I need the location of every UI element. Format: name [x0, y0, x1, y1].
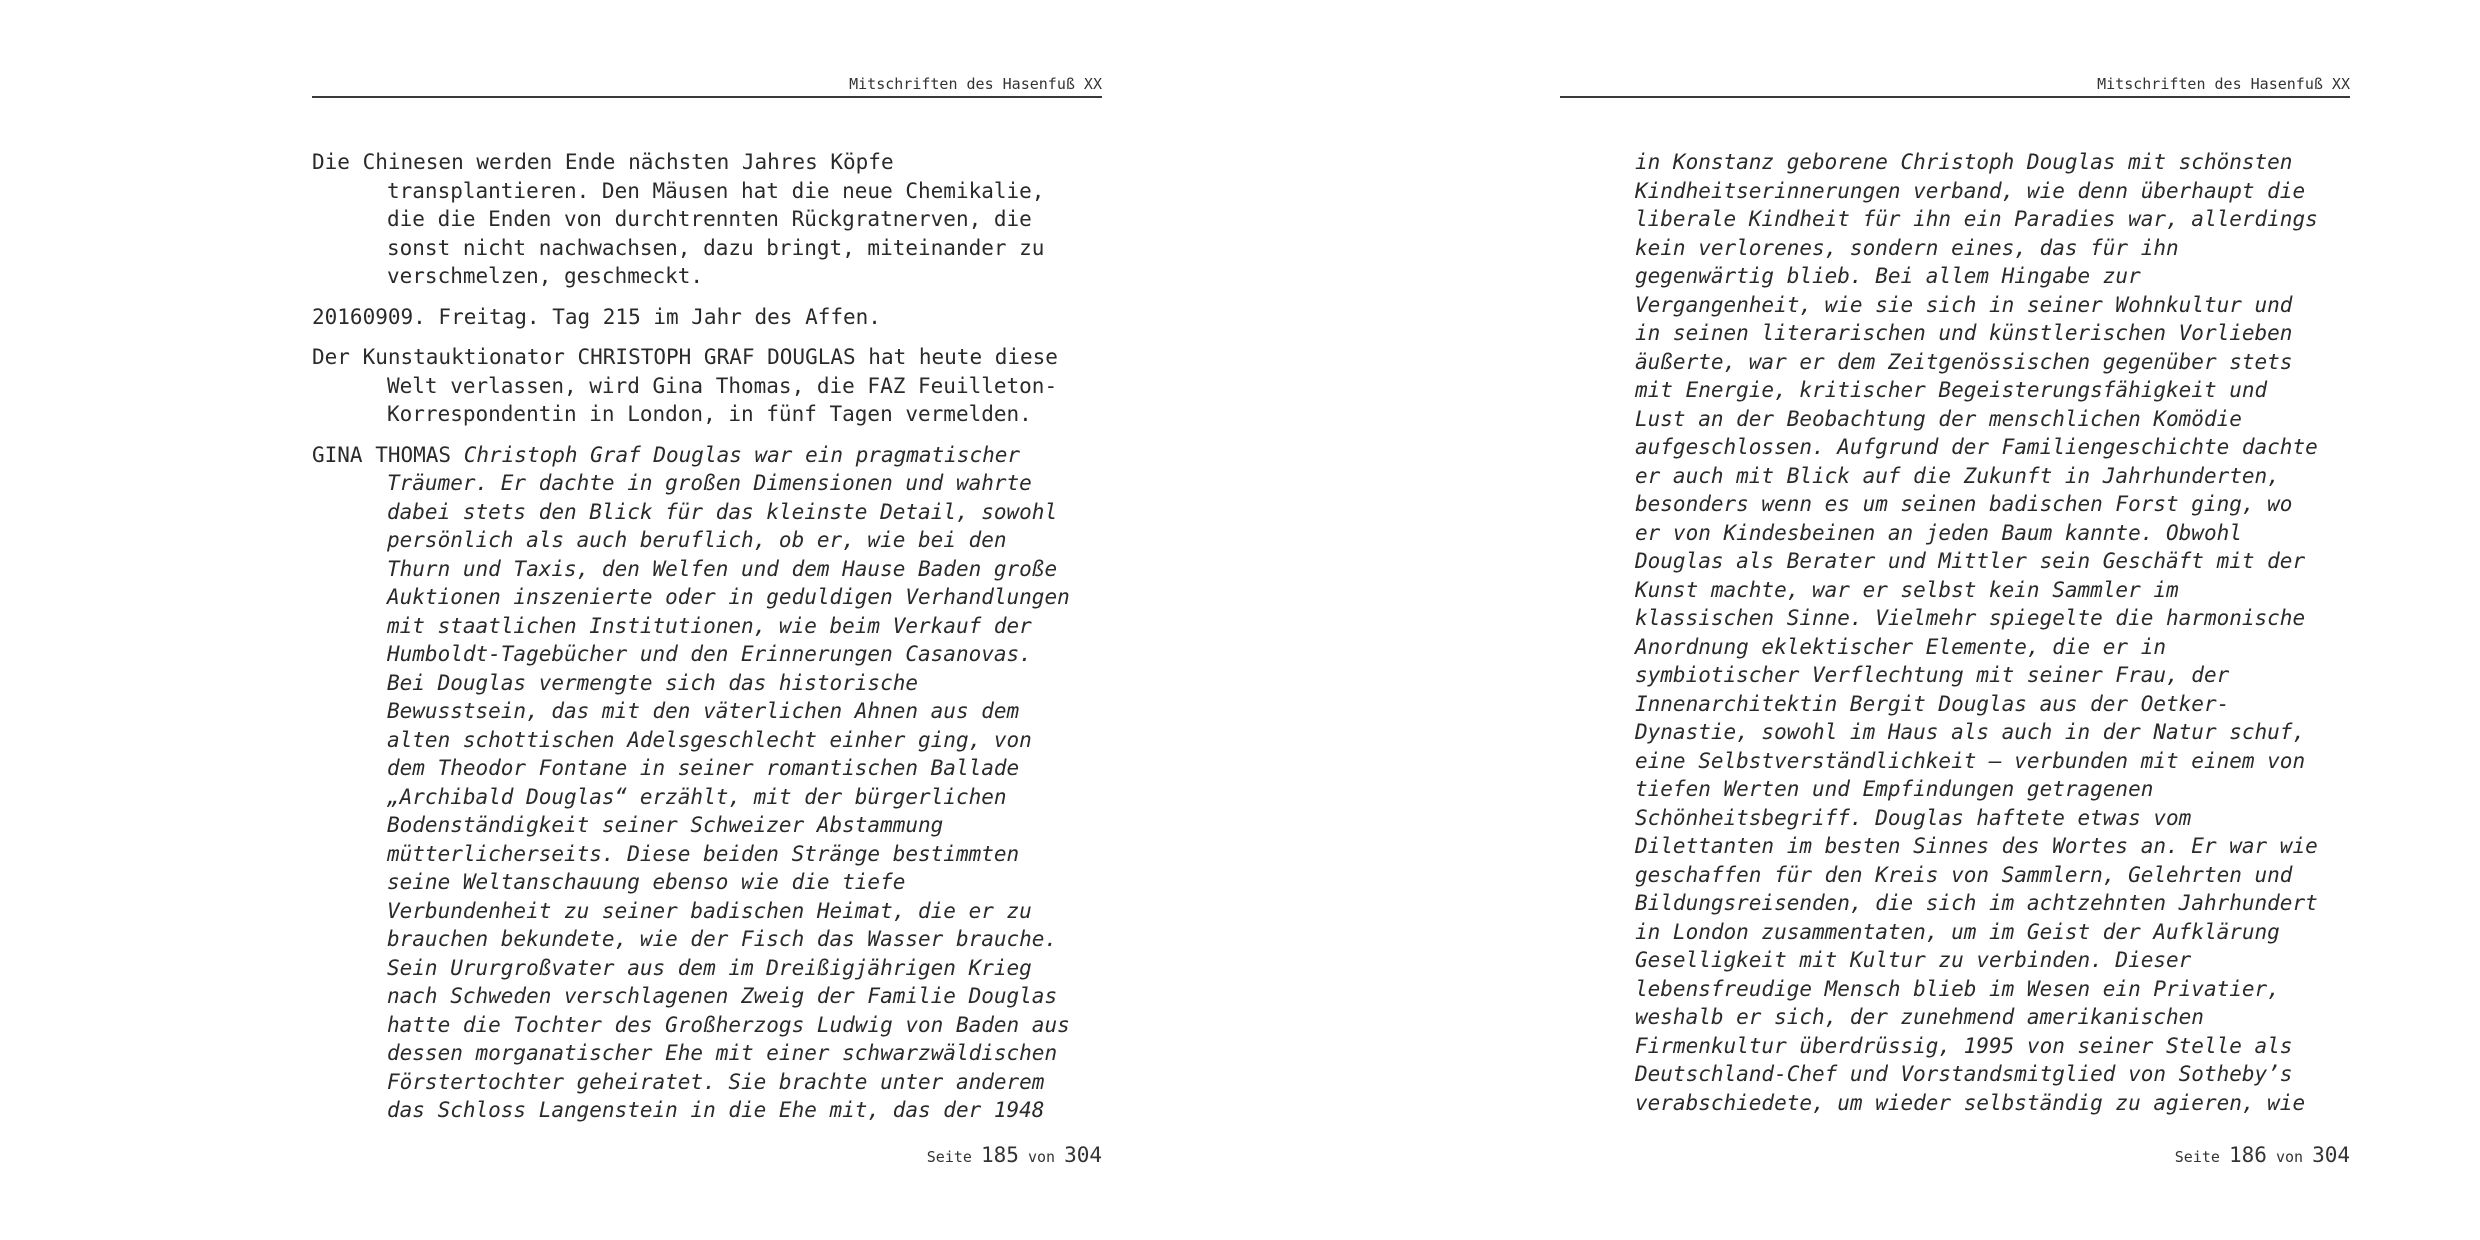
text-line: Verbundenheit zu seiner badischen Heimat, die er zu [387, 898, 1032, 923]
text-line: Kunst machte, war er selbst kein Sammler im [1635, 577, 2179, 602]
text-line: geschaffen für den Kreis von Sammlern, Gelehrten und [1635, 862, 2293, 887]
text-line: gegenwärtig blieb. Bei allem Hingabe zur [1635, 264, 2141, 288]
text-line: Vergangenheit, wie sie sich in seiner Wohnkultur und [1635, 292, 2293, 317]
text-line: Bildungsreisenden, die sich im achtzehnten Jahrhundert [1635, 891, 2318, 915]
text-line: Firmenkultur überdrüssig, 1995 von seiner Stelle als [1635, 1033, 2293, 1058]
paragraph [1560, 148, 2350, 1117]
right-page [1560, 0, 2350, 1240]
text-line: Sein Ururgroßvater aus dem im Dreißigjährigen Krieg [387, 955, 1032, 980]
footer-separator: von [1027, 1148, 1056, 1166]
paragraph [312, 441, 1102, 1125]
text-line: Anordnung eklektischer Elemente, die er in [1635, 634, 2167, 659]
text-line: dessen morganatischer Ehe mit einer schwarzwäldischen [387, 1041, 1058, 1065]
text-line: Deutschland-Chef und Vorstandsmitglied von Sotheby’s [1635, 1062, 2293, 1086]
text-line: eine Selbstverständlichkeit – verbunden mit einem von [1635, 748, 2306, 773]
text-line: verschmelzen, geschmeckt. [387, 264, 704, 288]
footer-prefix: Seite [926, 1148, 972, 1166]
text-line: dem Theodor Fontane in seiner romantischen Ballade [387, 756, 1020, 780]
text-line: Förstertochter geheiratet. Sie brachte unter anderem [387, 1069, 1045, 1094]
footer-prefix: Seite [2174, 1148, 2220, 1166]
text-line: Träumer. Er dachte in großen Dimensionen und wahrte [387, 471, 1032, 495]
running-header: Mitschriften des Hasenfuß XX [312, 72, 1102, 98]
paragraph [312, 148, 1102, 291]
text-line: in Konstanz geborene Christoph Douglas mit schönsten [1635, 150, 2293, 174]
text-line: Welt verlassen, wird Gina Thomas, die FAZ Feuilleton- [387, 373, 1058, 398]
page-footer [927, 1140, 1102, 1172]
text-line: die die Enden von durchtrennten Rückgratnerven, die [387, 207, 1032, 231]
text-line: in seinen literarischen und künstlerischen Vorlieben [1635, 321, 2293, 345]
paragraph [312, 303, 1102, 332]
text-line: brauchen bekundete, wie der Fisch das Wasser brauche. [387, 927, 1058, 951]
text-line: mit staatlichen Institutionen, wie beim Verkauf der [387, 613, 1032, 638]
left-page [312, 0, 1102, 1240]
text-line: nach Schweden verschlagenen Zweig der Familie Douglas [387, 984, 1058, 1008]
text-line: klassischen Sinne. Vielmehr spiegelte die harmonische [1635, 606, 2306, 630]
text-line: „Archibald Douglas“ erzählt, mit der bürgerlichen [387, 784, 1007, 809]
paragraph [312, 343, 1102, 429]
text-line: Geselligkeit mit Kultur zu verbinden. Dieser [1635, 948, 2192, 972]
text-line: Dilettanten im besten Sinnes des Wortes an. Er war wie [1635, 834, 2318, 858]
text-line: Bei Douglas vermengte sich das historische [387, 670, 919, 695]
footer-separator: von [2275, 1148, 2304, 1166]
page-footer [2175, 1140, 2350, 1172]
text-line: symbiotischer Verflechtung mit seiner Frau, der [1635, 663, 2230, 687]
text-line: Kindheitserinnerungen verband, wie denn überhaupt die [1635, 178, 2306, 203]
text-line: das Schloss Langenstein in die Ehe mit, das der 1948 [387, 1098, 1045, 1122]
text-line: dabei stets den Blick für das kleinste Detail, sowohl [387, 499, 1058, 524]
text-line: Korrespondentin in London, in fünf Tagen vermelden. [387, 402, 1032, 426]
text-line: tiefen Werten und Empfindungen getragenen [1635, 777, 2154, 801]
page-number: 186 [2228, 1143, 2267, 1167]
text-line: Die Chinesen werden Ende nächsten Jahres Köpfe [312, 150, 894, 174]
text-line: sonst nicht nachwachsen, dazu bringt, miteinander zu [387, 235, 1045, 260]
text-line: alten schottischen Adelsgeschlecht einher ging, von [387, 727, 1032, 752]
running-header: Mitschriften des Hasenfuß XX [1560, 72, 2350, 98]
right-page-body [1560, 148, 2350, 1129]
text-line: seine Weltanschauung ebenso wie die tiefe [387, 870, 906, 894]
text-line: in London zusammentaten, um im Geist der Aufklärung [1635, 919, 2280, 944]
text-line: hatte die Tochter des Großherzogs Ludwig von Baden aus [387, 1012, 1070, 1037]
text-line: Auktionen inszenierte oder in geduldigen Verhandlungen [387, 585, 1070, 609]
text-line [312, 441, 1102, 470]
left-page-body [312, 148, 1102, 1137]
text-line: aufgeschlossen. Aufgrund der Familiengeschichte dachte [1635, 435, 2318, 459]
text-line: Dynastie, sowohl im Haus als auch in der Natur schuf, [1635, 720, 2306, 744]
text-line: weshalb er sich, der zunehmend amerikanischen [1635, 1005, 2204, 1029]
text-line: mütterlicherseits. Diese beiden Stränge bestimmten [387, 841, 1020, 866]
text-line: Innenarchitektin Bergit Douglas aus der Oetker- [1635, 691, 2230, 716]
text-line: er auch mit Blick auf die Zukunft in Jahrhunderten, [1635, 463, 2280, 488]
quote-text: Christoph Graf Douglas war ein pragmatischer [451, 442, 1021, 467]
text-line: besonders wenn es um seinen badischen Forst ging, wo [1635, 492, 2293, 516]
text-line: mit Energie, kritischer Begeisterungsfähigkeit und [1635, 378, 2268, 402]
text-line: Douglas als Berater und Mittler sein Geschäft mit der [1635, 549, 2306, 573]
text-line: äußerte, war er dem Zeitgenössischen gegenüber stets [1635, 349, 2293, 374]
text-line: er von Kindesbeinen an jeden Baum kannte. Obwohl [1635, 520, 2242, 545]
text-line: Thurn und Taxis, den Welfen und dem Hause Baden große [387, 556, 1058, 581]
text-line: liberale Kindheit für ihn ein Paradies war, allerdings [1635, 207, 2318, 231]
text-line: Bewusstsein, das mit den väterlichen Ahnen aus dem [387, 699, 1020, 723]
text-line: Der Kunstauktionator CHRISTOPH GRAF DOUGLAS hat heute diese [312, 345, 1058, 369]
text-line: Schönheitsbegriff. Douglas haftete etwas vom [1635, 805, 2192, 830]
speaker-name: GINA THOMAS [312, 442, 452, 467]
page-total: 304 [2312, 1143, 2350, 1167]
text-line: kein verlorenes, sondern eines, das für ihn [1635, 235, 2179, 260]
text-line: Lust an der Beobachtung der menschlichen Komödie [1635, 406, 2242, 431]
text-line: Bodenständigkeit seiner Schweizer Abstammung [387, 813, 944, 837]
text-line: persönlich als auch beruflich, ob er, wie bei den [387, 528, 1007, 552]
text-line: Humboldt-Tagebücher und den Erinnerungen Casanovas. [387, 642, 1032, 666]
text-line: transplantieren. Den Mäusen hat die neue Chemikalie, [387, 178, 1045, 203]
text-line: verabschiedete, um wieder selbständig zu agieren, wie [1635, 1090, 2306, 1115]
page-total: 304 [1064, 1143, 1102, 1167]
page-number: 185 [980, 1143, 1019, 1167]
text-line: lebensfreudige Mensch blieb im Wesen ein Privatier, [1635, 976, 2280, 1001]
text-line: 20160909. Freitag. Tag 215 im Jahr des Affen. [312, 304, 881, 329]
